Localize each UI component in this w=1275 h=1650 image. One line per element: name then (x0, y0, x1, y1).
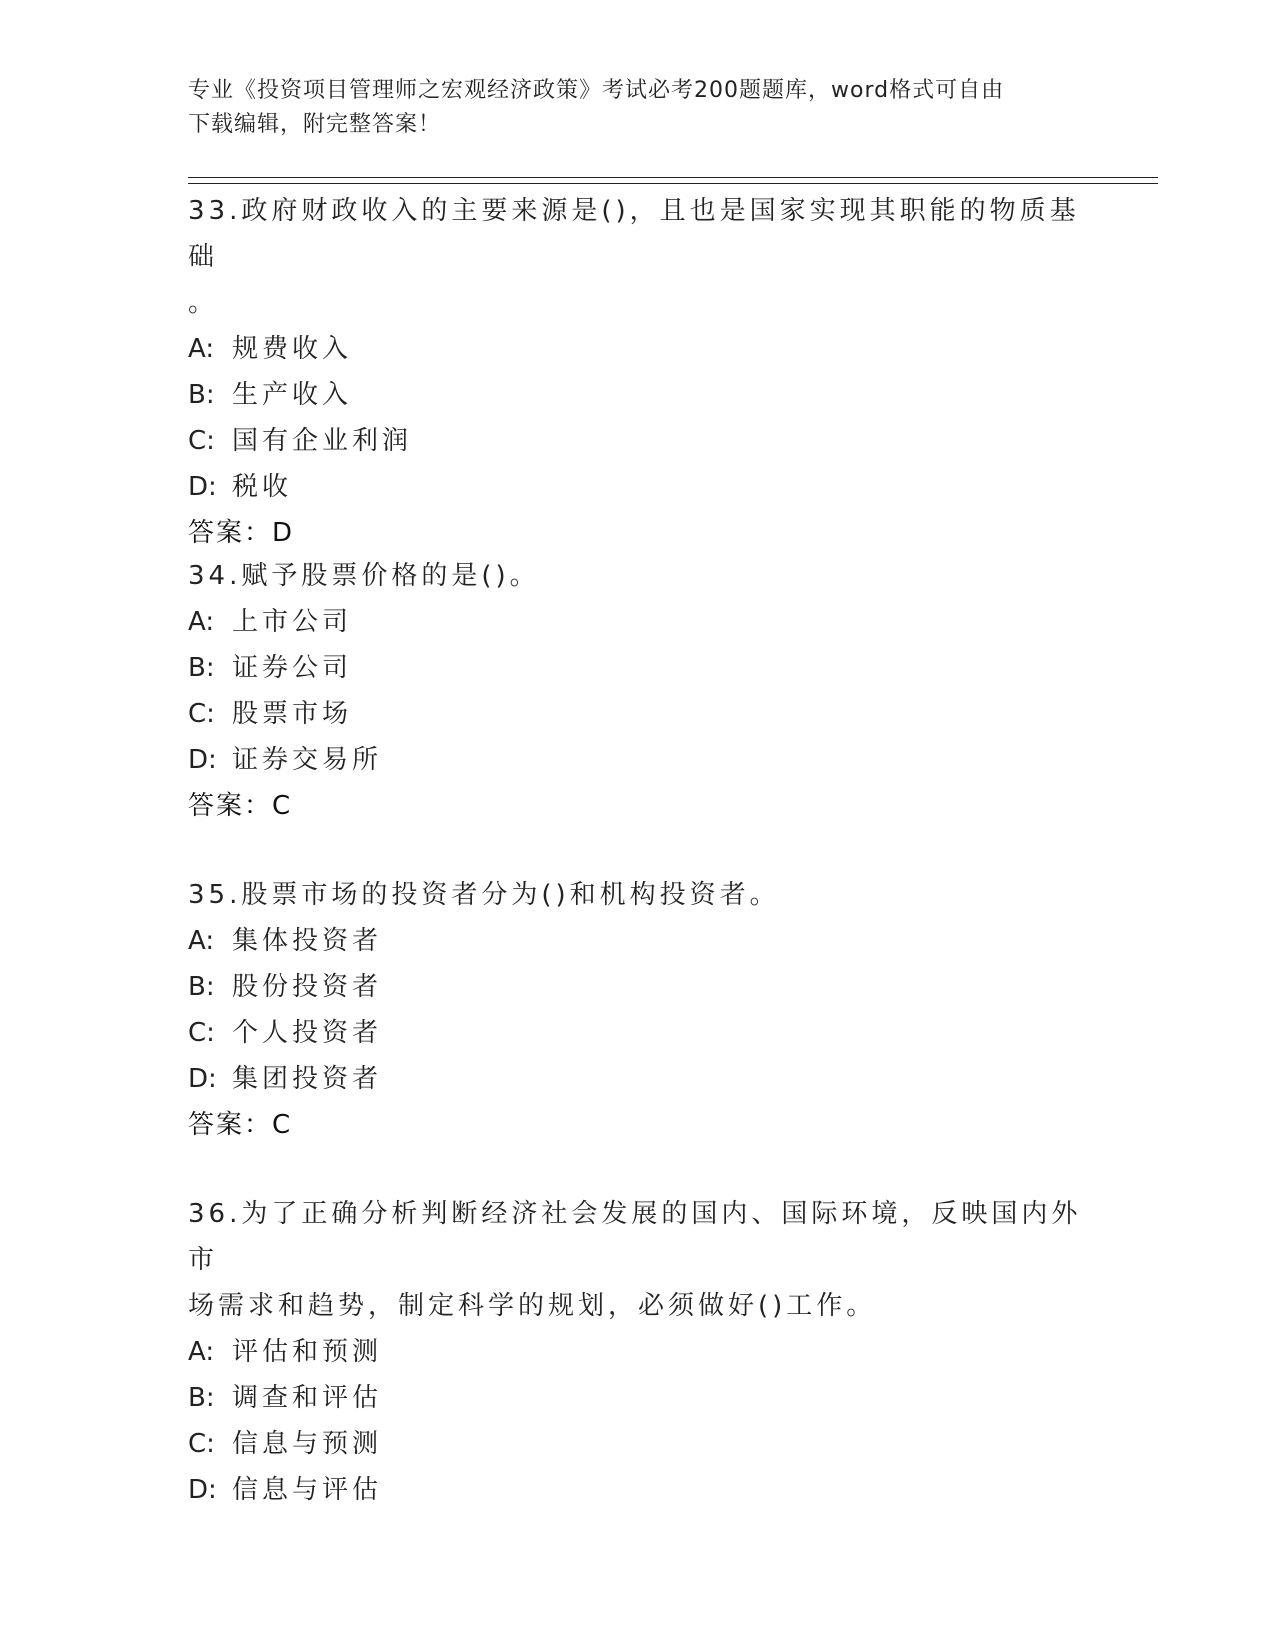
question-stem: 35.股票市场的投资者分为()和机构投资者。 (188, 880, 780, 910)
option-text: 信息与预测 (232, 1429, 383, 1459)
option-c (188, 691, 1088, 737)
option-key: A: (188, 1337, 215, 1367)
question-stem: 33.政府财政收入的主要来源是()，且也是国家实现其职能的物质基础 (188, 196, 1080, 272)
option-key: D: (188, 745, 217, 775)
option-text: 集团投资者 (232, 1064, 383, 1094)
option-a (188, 1329, 1088, 1375)
option-d (188, 464, 1088, 510)
option-a (188, 918, 1088, 964)
option-text: 生产收入 (232, 380, 353, 410)
option-key: B: (188, 653, 215, 683)
option-key: D: (188, 472, 217, 502)
option-text: 个人投资者 (232, 1018, 383, 1048)
question-36 (188, 1191, 1088, 1513)
option-key: C: (188, 1018, 215, 1048)
option-key: C: (188, 699, 215, 729)
option-text: 证券公司 (232, 653, 353, 683)
option-key: B: (188, 972, 215, 1002)
option-key: D: (188, 1064, 217, 1094)
question-stem: 34.赋予股票价格的是()。 (188, 561, 540, 591)
question-34 (188, 553, 1088, 829)
option-key: A: (188, 607, 215, 637)
option-text: 股票市场 (232, 699, 353, 729)
header-divider-top (188, 177, 1158, 178)
question-33 (188, 188, 1088, 556)
option-key: A: (188, 926, 215, 956)
option-b (188, 372, 1088, 418)
option-key: D: (188, 1475, 217, 1505)
document-header (188, 74, 1088, 142)
option-d (188, 1056, 1088, 1102)
question-stem-continuation: 。 (188, 288, 219, 318)
option-c (188, 1421, 1088, 1467)
option-key: A: (188, 334, 215, 364)
option-text: 上市公司 (232, 607, 353, 637)
question-stem-continuation: 场需求和趋势，制定科学的规划，必须做好()工作。 (188, 1291, 877, 1321)
option-key: C: (188, 426, 215, 456)
option-key: B: (188, 380, 215, 410)
option-text: 评估和预测 (232, 1337, 383, 1367)
option-b (188, 645, 1088, 691)
header-line-1: 专业《投资项目管理师之宏观经济政策》考试必考200题题库，word格式可自由 (188, 78, 1005, 103)
header-divider-bottom (188, 183, 1158, 184)
option-text: 国有企业利润 (232, 426, 413, 456)
option-text: 证券交易所 (232, 745, 383, 775)
option-text: 信息与评估 (232, 1475, 383, 1505)
answer: 答案：C (188, 1110, 293, 1140)
option-b (188, 964, 1088, 1010)
option-text: 税收 (232, 472, 293, 502)
option-key: B: (188, 1383, 215, 1413)
option-d (188, 737, 1088, 783)
answer: 答案：D (188, 518, 295, 548)
option-text: 调查和评估 (232, 1383, 383, 1413)
option-text: 股份投资者 (232, 972, 383, 1002)
option-text: 集体投资者 (232, 926, 383, 956)
header-line-2: 下载编辑，附完整答案！ (188, 112, 442, 137)
option-a (188, 326, 1088, 372)
option-c (188, 1010, 1088, 1056)
option-b (188, 1375, 1088, 1421)
question-stem: 36.为了正确分析判断经济社会发展的国内、国际环境，反映国内外市 (188, 1199, 1082, 1275)
option-text: 规费收入 (232, 334, 353, 364)
question-35 (188, 872, 1088, 1148)
option-d (188, 1467, 1088, 1513)
answer: 答案：C (188, 791, 293, 821)
option-a (188, 599, 1088, 645)
option-key: C: (188, 1429, 215, 1459)
option-c (188, 418, 1088, 464)
